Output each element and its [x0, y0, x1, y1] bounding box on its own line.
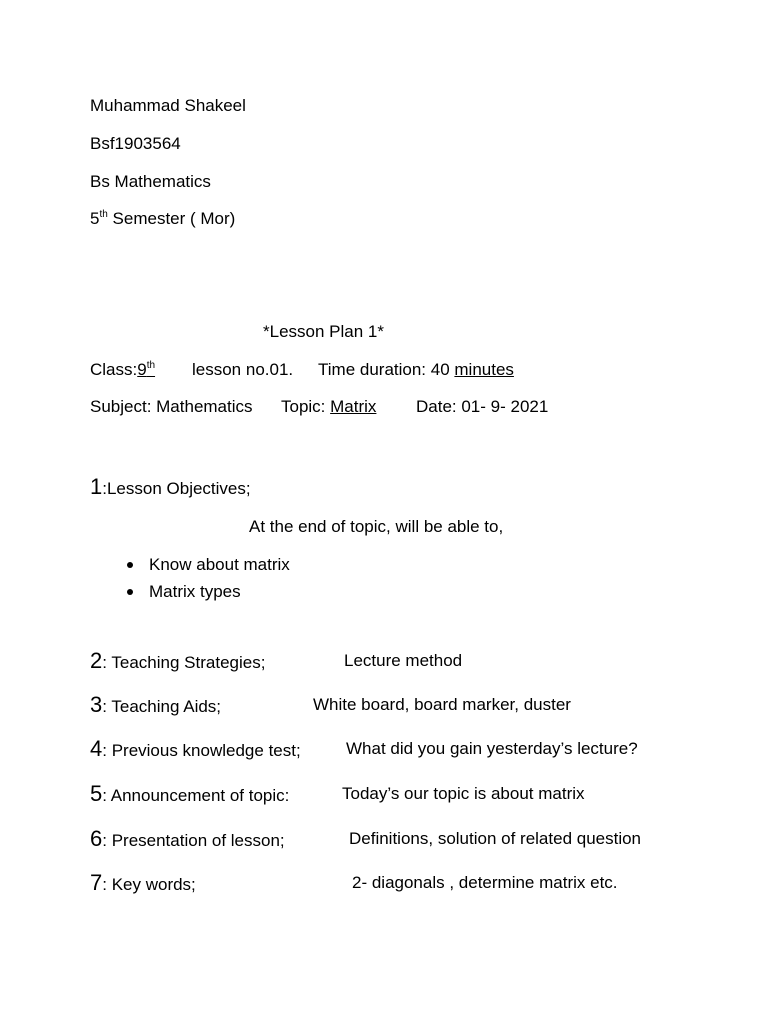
subject: Subject: Mathematics: [90, 397, 253, 416]
step-value: What did you gain yesterday’s lecture?: [346, 739, 638, 758]
objectives-heading: [90, 474, 251, 499]
step-number: 3: [90, 692, 103, 717]
step-number: 4: [90, 736, 103, 761]
step-value: White board, board marker, duster: [313, 695, 571, 714]
topic: [281, 397, 376, 417]
roll-number: Bsf1903564: [90, 134, 181, 153]
step-label: : Previous knowledge test;: [102, 741, 301, 760]
semester-number: 5: [90, 209, 100, 228]
lesson-plan-title: *Lesson Plan 1*: [263, 322, 384, 341]
step-value: Today’s our topic is about matrix: [342, 784, 585, 803]
step-number: 6: [90, 826, 103, 851]
step-teaching-aids: [90, 692, 222, 717]
class-value: 9th: [137, 360, 156, 379]
duration-label: Time duration: 40: [318, 360, 455, 379]
lesson-number: lesson no.01.: [192, 360, 294, 379]
step-label: : Key words;: [102, 875, 196, 894]
objectives-number: 1: [90, 474, 103, 499]
semester-suffix: th: [99, 209, 108, 220]
time-duration: [318, 360, 514, 380]
step-value: Definitions, solution of related question: [349, 829, 642, 848]
step-label: : Announcement of topic:: [102, 786, 290, 805]
step-label: : Teaching Strategies;: [102, 653, 266, 672]
list-item: Matrix types: [127, 582, 290, 609]
program: Bs Mathematics: [90, 172, 211, 191]
class-info: [90, 360, 155, 380]
step-label: : Teaching Aids;: [102, 697, 222, 716]
objectives-list: [127, 555, 290, 609]
step-number: 7: [90, 870, 103, 895]
step-teaching-strategies: [90, 648, 266, 673]
step-value: Lecture method: [344, 651, 463, 670]
list-item: Know about matrix: [127, 555, 290, 582]
step-number: 5: [90, 781, 103, 806]
step-label: : Presentation of lesson;: [102, 831, 285, 850]
class-label: Class:: [90, 360, 138, 379]
objectives-intro: At the end of topic, will be able to,: [249, 517, 504, 536]
step-presentation: [90, 826, 285, 851]
step-number: 2: [90, 648, 103, 673]
step-previous-knowledge: [90, 736, 301, 761]
step-announcement: [90, 781, 290, 806]
lesson-date: Date: 01- 9- 2021: [416, 397, 549, 416]
semester-text: Semester ( Mor): [107, 209, 236, 228]
topic-value: Matrix: [330, 397, 377, 416]
topic-label: Topic:: [281, 397, 331, 416]
semester: [90, 209, 235, 229]
duration-unit: minutes: [454, 360, 514, 379]
step-key-words: [90, 870, 196, 895]
objectives-label: :Lesson Objectives;: [102, 479, 251, 498]
student-name: Muhammad Shakeel: [90, 96, 246, 115]
step-value: 2- diagonals , determine matrix etc.: [352, 873, 618, 892]
